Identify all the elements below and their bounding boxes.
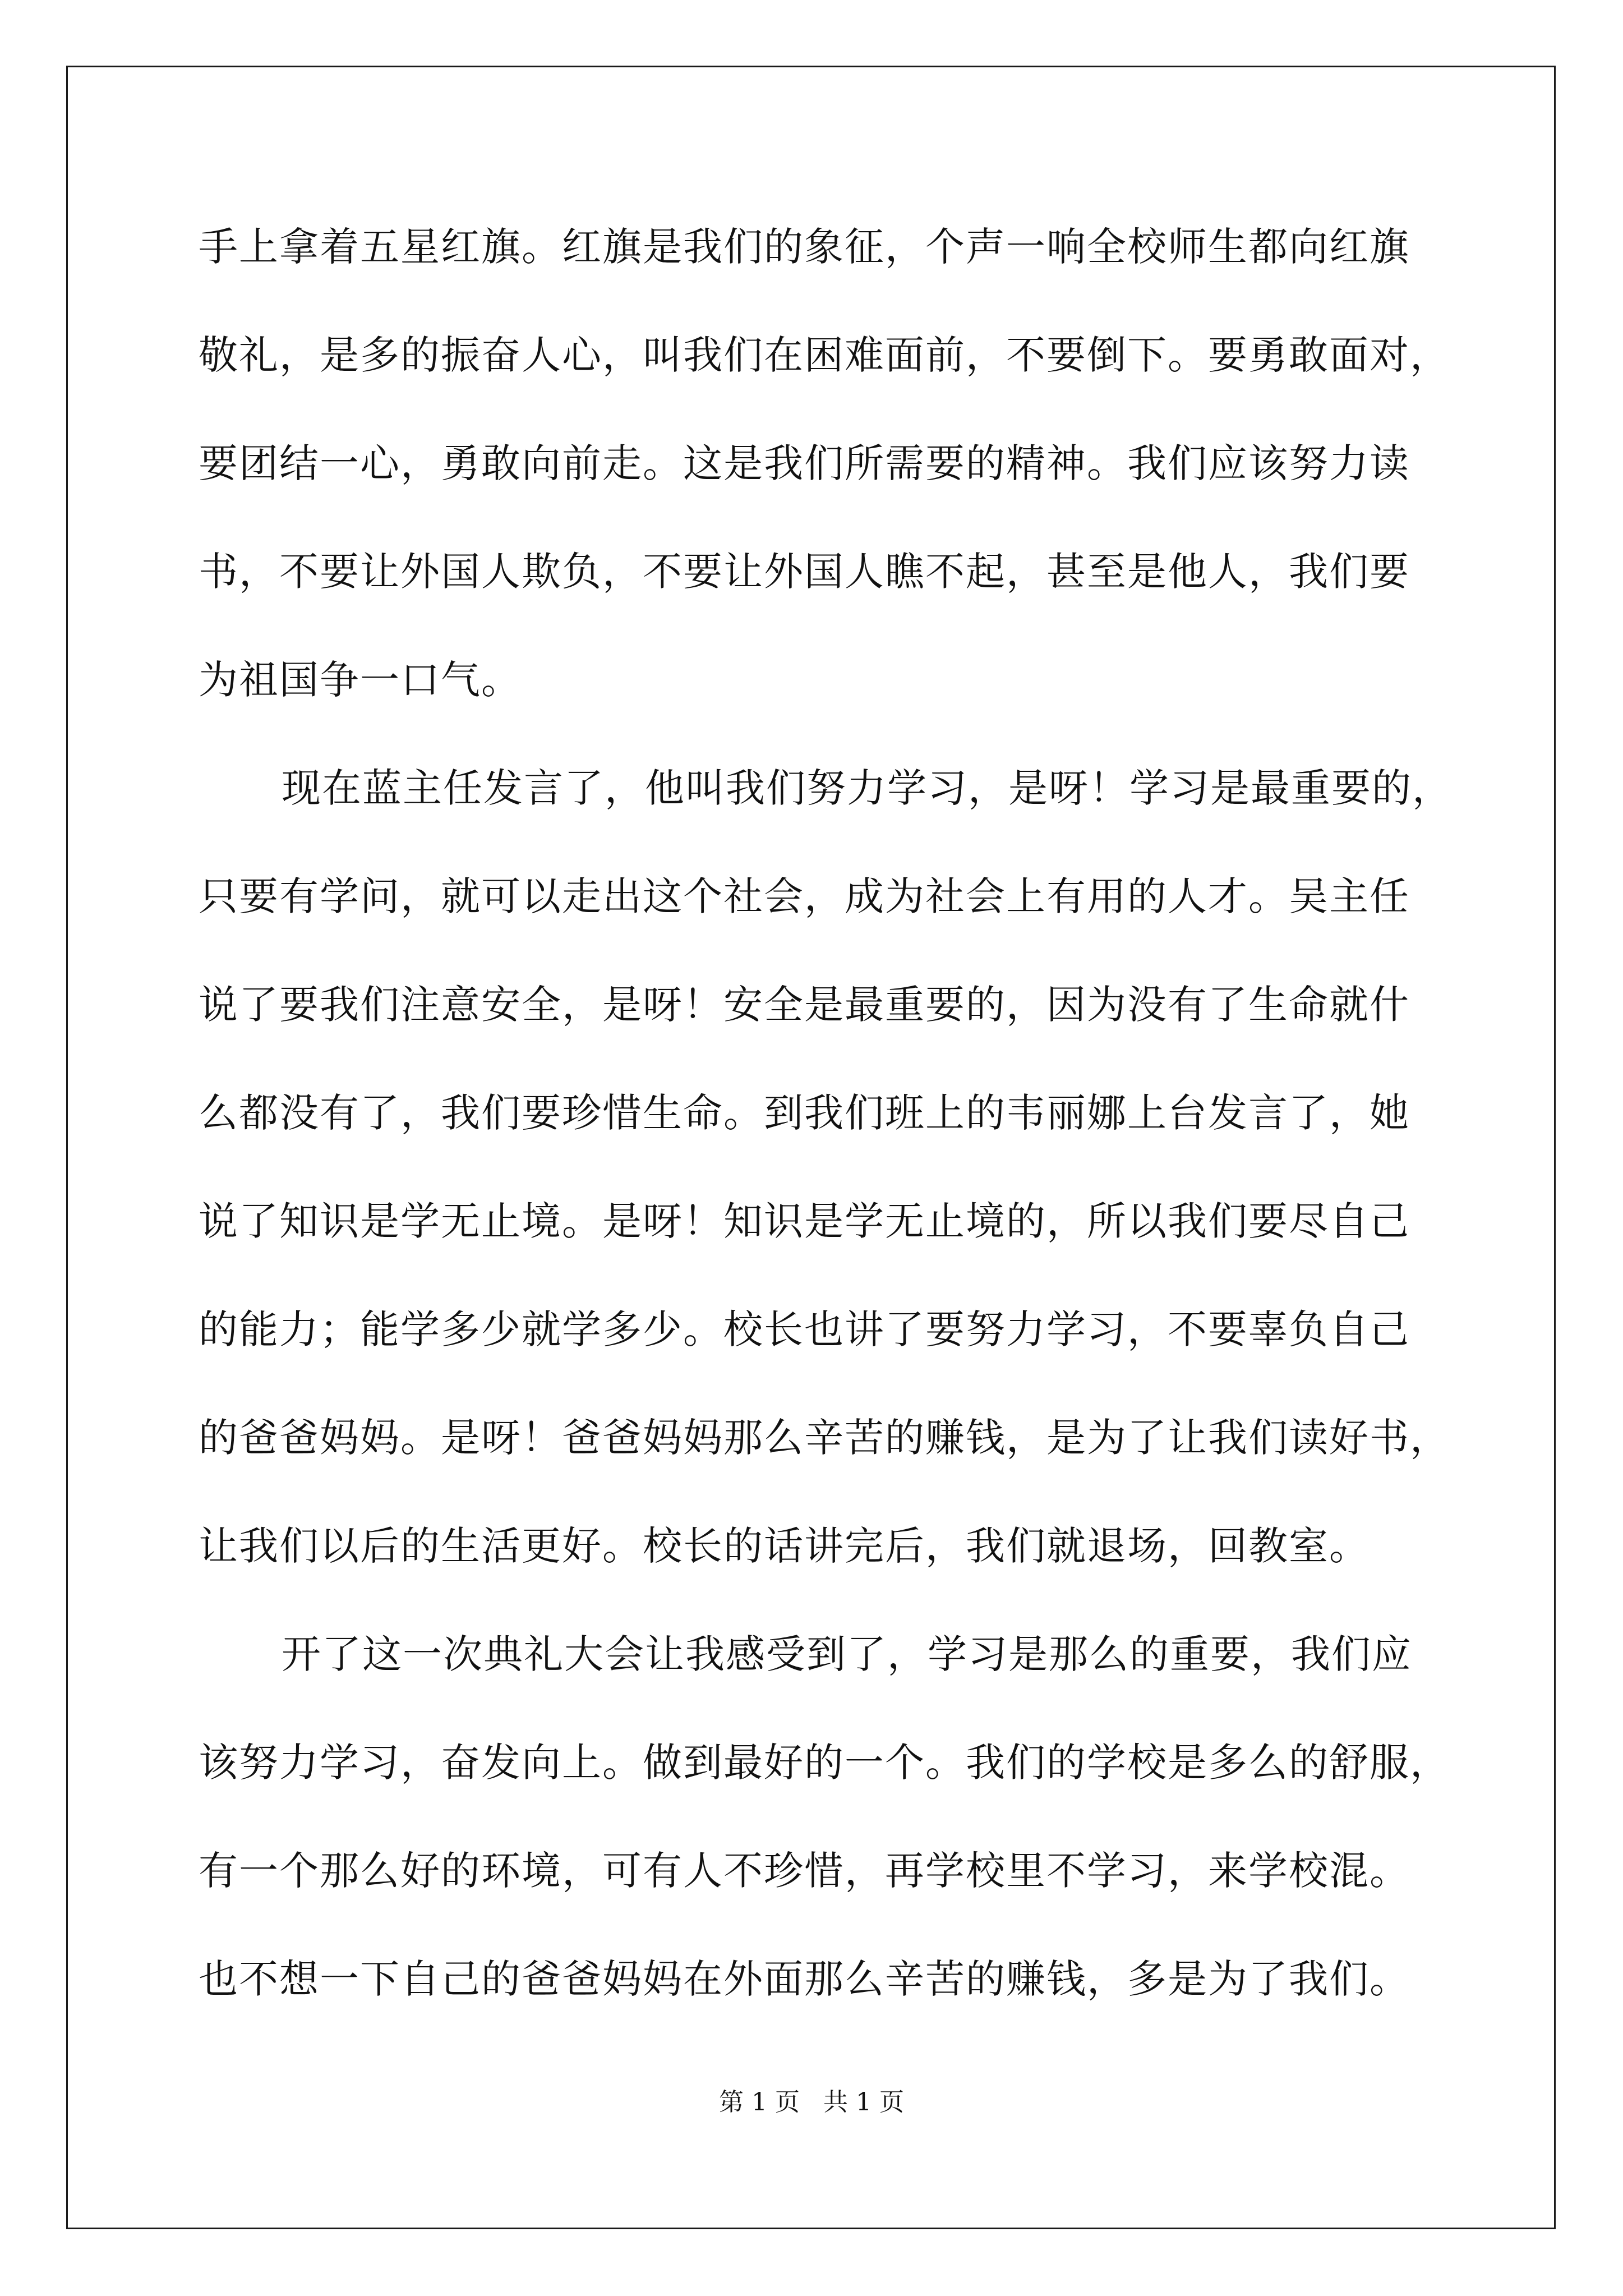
text-line: 书，不要让外国人欺负，不要让外国人瞧不起，甚至是他人，我们要: [199, 549, 1410, 595]
text-line: 让我们以后的生活更好。校长的话讲完后，我们就退场，回教室。: [199, 1523, 1370, 1569]
text-line-paragraph-start: 开了这一次典礼大会让我感受到了，学习是那么的重要，我们应: [282, 1631, 1412, 1677]
document-body: [199, 210, 1453, 2050]
text-line: 敬礼，是多的振奋人心，叫我们在困难面前，不要倒下。要勇敢面对，: [199, 332, 1450, 378]
text-line: 为祖国争一口气。: [199, 657, 522, 703]
page-footer: 第 1 页 共 1 页: [719, 2088, 904, 2116]
text-line: 该努力学习，奋发向上。做到最好的一个。我们的学校是多么的舒服，: [199, 1740, 1450, 1786]
text-line: 手上拿着五星红旗。红旗是我们的象征，个声一响全校师生都向红旗: [199, 224, 1410, 270]
text-line: 有一个那么好的环境，可有人不珍惜，再学校里不学习，来学校混。: [199, 1848, 1410, 1894]
text-line: 说了知识是学无止境。是呀！知识是学无止境的，所以我们要尽自己: [199, 1198, 1410, 1244]
text-line: 要团结一心，勇敢向前走。这是我们所需要的精神。我们应该努力读: [199, 440, 1410, 486]
text-line-paragraph-start: 现在蓝主任发言了，他叫我们努力学习，是呀！学习是最重要的，: [282, 765, 1453, 811]
text-line: 的爸爸妈妈。是呀！爸爸妈妈那么辛苦的赚钱，是为了让我们读好书，: [199, 1415, 1450, 1461]
text-line: 么都没有了，我们要珍惜生命。到我们班上的韦丽娜上台发言了，她: [199, 1090, 1410, 1136]
text-line: 只要有学问，就可以走出这个社会，成为社会上有用的人才。吴主任: [199, 873, 1410, 919]
text-line: 说了要我们注意安全，是呀！安全是最重要的，因为没有了生命就什: [199, 982, 1410, 1028]
text-line: 也不想一下自己的爸爸妈妈在外面那么辛苦的赚钱，多是为了我们。: [199, 1956, 1410, 2002]
text-line: 的能力；能学多少就学多少。校长也讲了要努力学习，不要辜负自己: [199, 1306, 1410, 1352]
